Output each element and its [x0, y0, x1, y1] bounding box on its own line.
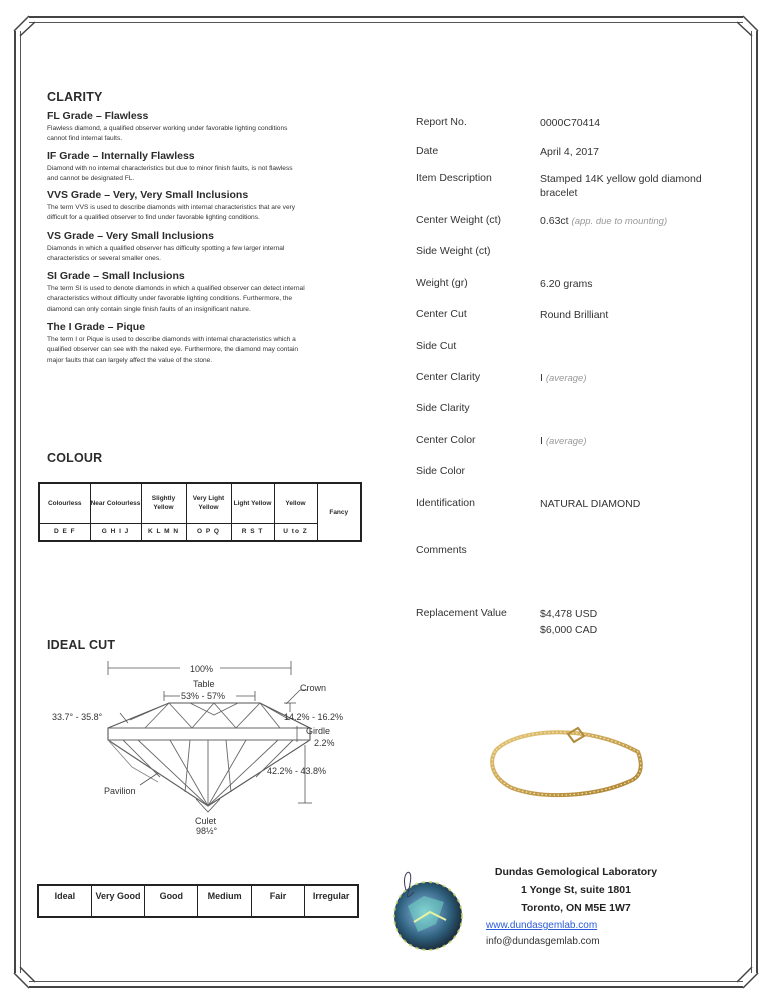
desc-line: characteristics or several smaller ones. — [47, 255, 161, 263]
desc-line: qualified observer can see with the naked eye. Furthermore, the diamond may contain — [47, 346, 299, 354]
colour-col-header: Slightly Yellow — [141, 483, 186, 523]
girdle-value-label: 2.2% — [314, 738, 335, 748]
desc-line: Flawless diamond, a qualified observer working under favorable lighting conditions — [47, 125, 288, 132]
cut-grade-cell: Irregular — [305, 885, 358, 917]
desc-line: Diamond with no internal characteristics but due to minor finish faults, is not flawless — [47, 165, 293, 172]
desc-line: Diamonds in which a qualified observer has difficulty spotting a few larger internal — [47, 245, 285, 252]
center-weight-note: (app. due to mounting) — [571, 216, 668, 227]
clarity-grade-desc — [47, 284, 357, 315]
desc-line: diamond can only contain single finish faults of an insignificant nature. — [47, 305, 251, 313]
colour-col-header: Fancy — [317, 483, 361, 541]
crown-label: Crown — [300, 683, 327, 693]
side-cut-label: Side Cut — [416, 340, 457, 352]
lab-address2: Toronto, ON M5E 1W7 — [521, 902, 631, 914]
crown-angle-label: 33.7° - 35.8° — [52, 712, 103, 722]
center-clarity-grade: I — [540, 372, 543, 384]
colour-col-header: Light Yellow — [231, 483, 274, 523]
desc-line: The term SI is used to denote diamonds in which a qualified observer can detect internal — [47, 285, 305, 292]
lab-website-link[interactable]: www.dundasgemlab.com — [486, 920, 598, 931]
cut-grade-cell: Very Good — [91, 885, 144, 917]
report-no-value: 0000C70414 — [540, 117, 601, 129]
colour-scale-table — [38, 482, 362, 542]
clarity-grade-title: FL Grade – Flawless — [47, 110, 149, 122]
crown-height-label: 14.2% - 16.2% — [284, 712, 344, 722]
colour-codes: K L M N — [141, 523, 186, 541]
culet-label: Culet — [195, 816, 217, 826]
center-clarity-note: (average) — [545, 373, 587, 384]
center-color-label: Center Color — [416, 434, 476, 446]
report-no-label: Report No. — [416, 116, 467, 128]
replacement-value-label: Replacement Value — [416, 607, 507, 619]
colour-codes: U to Z — [274, 523, 317, 541]
desc-line: characteristics without difficulty under favorable lighting conditions. Furthermore, the — [47, 295, 293, 303]
hologram-seal-icon — [384, 862, 474, 954]
side-color-label: Side Color — [416, 465, 466, 477]
weight-gr-value: 6.20 grams — [540, 278, 593, 290]
center-clarity-label: Center Clarity — [416, 371, 481, 383]
pavilion-label: Pavilion — [104, 786, 136, 796]
replacement-value-cad: $6,000 CAD — [540, 624, 598, 636]
cut-grade-cell: Fair — [251, 885, 304, 917]
desc-line: major faults that can largely affect the value of the stone. — [47, 356, 213, 364]
colour-col-header: Near Colourless — [90, 483, 141, 523]
colour-codes: G H I J — [90, 523, 141, 541]
desc-line: cannot find internal faults. — [47, 135, 123, 143]
clarity-grade-title: VVS Grade – Very, Very Small Inclusions — [47, 189, 249, 201]
clarity-grade-desc — [47, 203, 357, 224]
center-color-grade: I — [540, 435, 543, 447]
girdle-label: Girdle — [306, 726, 331, 736]
center-color-note: (average) — [545, 436, 587, 447]
clarity-grade-desc — [47, 335, 357, 366]
item-description-label: Item Description — [416, 172, 492, 184]
cut-grade-cell: Ideal — [38, 885, 91, 917]
weight-gr-label: Weight (gr) — [416, 277, 468, 289]
cut-grade-cell: Good — [145, 885, 198, 917]
clarity-grade-desc — [47, 164, 357, 185]
colour-codes: D E F — [39, 523, 90, 541]
side-clarity-label: Side Clarity — [416, 402, 470, 414]
center-clarity-value — [540, 371, 587, 386]
desc-line: The term VVS is used to describe diamonds with internal characteristics that are very — [47, 204, 296, 211]
clarity-grade-title: VS Grade – Very Small Inclusions — [47, 230, 214, 242]
colour-col-header: Yellow — [274, 483, 317, 523]
table-label: Table — [193, 679, 215, 689]
center-cut-value: Round Brilliant — [540, 309, 609, 321]
center-weight-value — [540, 214, 667, 229]
table-range-label: 53% - 57% — [181, 691, 226, 701]
colour-col-header: Very Light Yellow — [186, 483, 231, 523]
colour-heading: COLOUR — [47, 451, 103, 465]
center-cut-label: Center Cut — [416, 308, 467, 320]
colour-col-header: Colourless — [39, 483, 90, 523]
center-weight-amount: 0.63ct — [540, 215, 569, 227]
culet-value-label: 98½° — [196, 826, 218, 836]
clarity-grade-desc — [47, 244, 357, 265]
desc-line: difficult for a qualified observer to find under favorable lighting conditions. — [47, 214, 260, 222]
colour-codes: O P Q — [186, 523, 231, 541]
clarity-grade-title: IF Grade – Internally Flawless — [47, 150, 195, 162]
desc-line: and cannot be designated FL. — [47, 175, 135, 183]
desc-line: The term I or Pique is used to describe diamonds with internal characteristics which a — [47, 336, 296, 343]
colour-codes: R S T — [231, 523, 274, 541]
lab-email: info@dundasgemlab.com — [486, 936, 600, 947]
clarity-grade-title: The I Grade – Pique — [47, 321, 146, 333]
identification-label: Identification — [416, 497, 475, 509]
replacement-value-usd: $4,478 USD — [540, 608, 598, 620]
ideal-cut-heading: IDEAL CUT — [47, 638, 116, 652]
lab-name: Dundas Gemological Laboratory — [494, 866, 658, 878]
bracelet-photo — [478, 720, 658, 815]
center-color-value — [540, 434, 587, 449]
cut-grade-table — [37, 884, 359, 918]
item-description-value: Stamped 14K yellow gold diamond bracelet — [540, 173, 702, 199]
clarity-grade-title: SI Grade – Small Inclusions — [47, 270, 185, 282]
width-label: 100% — [190, 664, 214, 674]
clarity-heading: CLARITY — [47, 90, 103, 104]
side-weight-label: Side Weight (ct) — [416, 245, 491, 257]
date-label: Date — [416, 145, 439, 157]
date-value: April 4, 2017 — [540, 146, 599, 158]
cut-grade-cell: Medium — [198, 885, 251, 917]
clarity-grade-desc — [47, 124, 357, 145]
pavilion-depth-label: 42.2% - 43.8% — [267, 766, 327, 776]
lab-address1: 1 Yonge St, suite 1801 — [521, 884, 631, 896]
identification-value: NATURAL DIAMOND — [540, 498, 641, 510]
center-weight-label: Center Weight (ct) — [416, 214, 501, 226]
comments-label: Comments — [416, 544, 467, 556]
